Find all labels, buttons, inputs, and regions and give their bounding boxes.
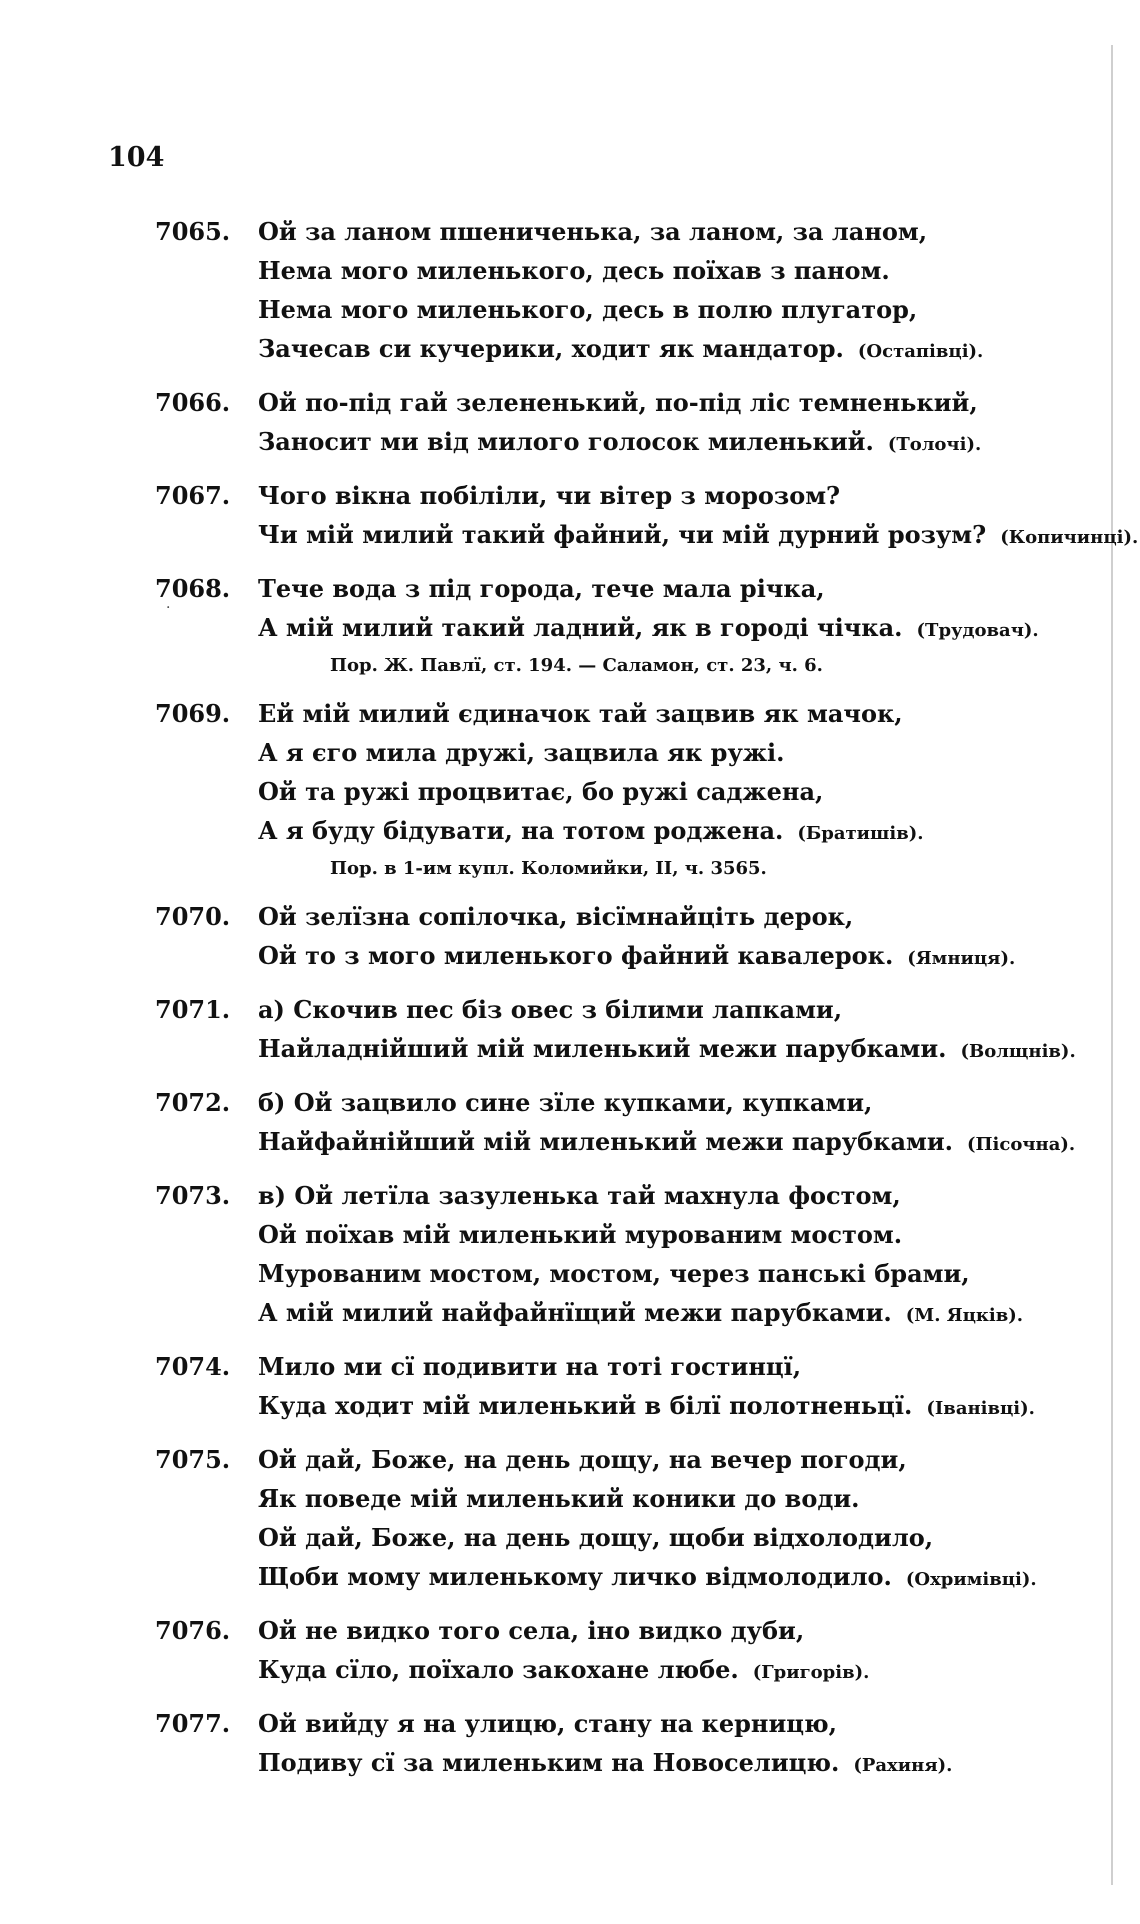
entry-verse xyxy=(258,1611,1078,1692)
entry-number: 7065. xyxy=(155,217,231,246)
entry-verse xyxy=(258,1440,1078,1599)
song-entry xyxy=(0,1347,1100,1428)
entry-number: 7074. xyxy=(155,1352,231,1381)
verse-line: Ой поїхав мій миленький мурованим мостом. xyxy=(258,1220,903,1249)
verse-line: Ой по-під гай зелененький, по-під ліс темненький, xyxy=(258,388,978,417)
verse-line: Ой вийду я на улицю, стану на керницю, xyxy=(258,1709,837,1738)
entry-number: 7070. xyxy=(155,902,231,931)
verse-line-text: А я буду бідувати, на тотом роджена. xyxy=(258,816,784,845)
page-edge-line xyxy=(1111,45,1113,1885)
song-entry xyxy=(0,694,1100,885)
entry-verse xyxy=(258,694,1078,885)
page-number: 104 xyxy=(108,142,165,173)
song-entry xyxy=(0,1704,1100,1785)
source-village: (М. Яцків). xyxy=(905,1305,1024,1326)
verse-line-text: Куда сїло, поїхало закохане любе. xyxy=(258,1655,739,1684)
verse-line-text: Найладнійший мій миленький межи парубками. xyxy=(258,1034,947,1063)
verse-line: б) Ой зацвило сине зїле купками, купками, xyxy=(258,1088,873,1117)
verse-line-last xyxy=(258,1650,1078,1692)
verse-line: Мило ми сї подивити на тоті гостинцї, xyxy=(258,1352,802,1381)
entry-verse xyxy=(258,476,1139,557)
source-village: (Ямниця). xyxy=(907,948,1016,969)
verse-line: Ой зелїзна сопілочка, вісїмнайціть дерок, xyxy=(258,902,854,931)
song-entry xyxy=(0,990,1100,1071)
verse-line-text: А мій милий такий ладний, як в городі чічка. xyxy=(258,613,903,642)
verse-line-last xyxy=(258,936,1078,978)
entry-number: 7066. xyxy=(155,388,231,417)
source-village: (Григорів). xyxy=(752,1662,870,1683)
verse-line: Ей мій милий єдиначок тай зацвив як мачок, xyxy=(258,699,903,728)
entry-verse xyxy=(258,1176,1078,1335)
verse-line-last xyxy=(258,515,1139,557)
song-entries xyxy=(0,212,1139,1797)
verse-line-text: Щоби мому миленькому личко відмолодило. xyxy=(258,1562,892,1591)
verse-line-text: Куда ходит мій миленький в білї полотненьцї. xyxy=(258,1391,913,1420)
verse-line: Ой дай, Боже, на день дощу, щоби відхолодило, xyxy=(258,1523,934,1552)
entry-number: 7075. xyxy=(155,1445,231,1474)
song-entry xyxy=(0,569,1100,682)
verse-line-text: Заносит ми від милого голосок миленький. xyxy=(258,427,874,456)
verse-line-last xyxy=(258,1122,1078,1164)
entry-verse xyxy=(258,383,1078,464)
entry-number: 7068. xyxy=(155,574,231,603)
entry-verse xyxy=(258,897,1078,978)
cross-reference: Пор. в 1-им купл. Коломийки, II, ч. 3565. xyxy=(330,858,767,879)
source-village: (Толочі). xyxy=(887,434,982,455)
source-village: (Братишів). xyxy=(797,823,924,844)
entry-verse xyxy=(258,1704,1078,1785)
entry-verse xyxy=(258,1347,1078,1428)
source-village: (Копичинці). xyxy=(1000,527,1139,548)
verse-line-last xyxy=(258,422,1078,464)
verse-line-text: А мій милий найфайнїщий межи парубками. xyxy=(258,1298,892,1327)
verse-line-last xyxy=(258,1029,1078,1071)
verse-line: Чого вікна побіліли, чи вітер з морозом? xyxy=(258,481,841,510)
verse-line-last xyxy=(258,1743,1078,1785)
song-entry xyxy=(0,1440,1100,1599)
verse-line-text: Найфайнійший мій миленький межи парубками. xyxy=(258,1127,954,1156)
entry-number: 7073. xyxy=(155,1181,231,1210)
verse-line: Ой дай, Боже, на день дощу, на вечер погоди, xyxy=(258,1445,907,1474)
verse-line: Ой не видко того села, іно видко дуби, xyxy=(258,1616,805,1645)
verse-line: Ой та ружі процвитає, бо ружі саджена, xyxy=(258,777,824,806)
entry-number: 7072. xyxy=(155,1088,231,1117)
verse-line: а) Скочив пес біз овес з білими лапками, xyxy=(258,995,843,1024)
entry-number: 7069. xyxy=(155,699,231,728)
verse-line: Мурованим мостом, мостом, через панські брами, xyxy=(258,1259,970,1288)
verse-line: Нема мого миленького, десь в полю плугатор, xyxy=(258,295,918,324)
cross-reference: Пор. Ж. Павлї, ст. 194. — Саламон, ст. 23, ч. 6. xyxy=(330,655,823,676)
entry-number: 7071. xyxy=(155,995,231,1024)
verse-line: Нема мого миленького, десь поїхав з паном. xyxy=(258,256,890,285)
entry-number: 7067. xyxy=(155,481,231,510)
source-village: (Рахиня). xyxy=(853,1755,953,1776)
verse-line: А я єго мила дружі, зацвила як ружі. xyxy=(258,738,785,767)
verse-line-text: Зачесав си кучерики, ходит як мандатор. xyxy=(258,334,844,363)
verse-line-text: Чи мій милий такий файний, чи мій дурний розум? xyxy=(258,520,987,549)
stray-mark: · xyxy=(166,600,171,616)
verse-line-last xyxy=(258,608,1078,650)
song-entry xyxy=(0,1176,1100,1335)
source-village: (Пісочна). xyxy=(967,1134,1076,1155)
song-entry xyxy=(0,897,1100,978)
source-village: (Трудовач). xyxy=(916,620,1039,641)
song-entry xyxy=(0,212,1100,371)
song-entry xyxy=(0,1083,1100,1164)
source-village: (Іванівці). xyxy=(926,1398,1035,1419)
verse-line: Як поведе мій миленький коники до води. xyxy=(258,1484,860,1513)
entry-verse xyxy=(258,569,1078,682)
verse-line-text: Ой то з мого миленького файний кавалерок. xyxy=(258,941,894,970)
entry-number: 7076. xyxy=(155,1616,231,1645)
verse-line-last xyxy=(258,1293,1078,1335)
source-village: (Охримівці). xyxy=(905,1569,1037,1590)
song-entry xyxy=(0,383,1100,464)
entry-verse xyxy=(258,212,1078,371)
verse-line: Тече вода з під города, тече мала річка, xyxy=(258,574,825,603)
verse-line-text: Подиву сї за миленьким на Новоселицю. xyxy=(258,1748,840,1777)
source-village: (Остапівці). xyxy=(857,341,984,362)
source-village: (Волщнів). xyxy=(960,1041,1076,1062)
entry-verse xyxy=(258,1083,1078,1164)
entry-verse xyxy=(258,990,1078,1071)
verse-line-last xyxy=(258,329,1078,371)
song-entry xyxy=(0,1611,1100,1692)
verse-line-last xyxy=(258,1386,1078,1428)
verse-line-last xyxy=(258,811,1078,853)
song-entry xyxy=(0,476,1139,557)
verse-line-last xyxy=(258,1557,1078,1599)
entry-number: 7077. xyxy=(155,1709,231,1738)
verse-line: в) Ой летїла зазуленька тай махнула фостом, xyxy=(258,1181,901,1210)
verse-line: Ой за ланом пшениченька, за ланом, за ланом, xyxy=(258,217,928,246)
